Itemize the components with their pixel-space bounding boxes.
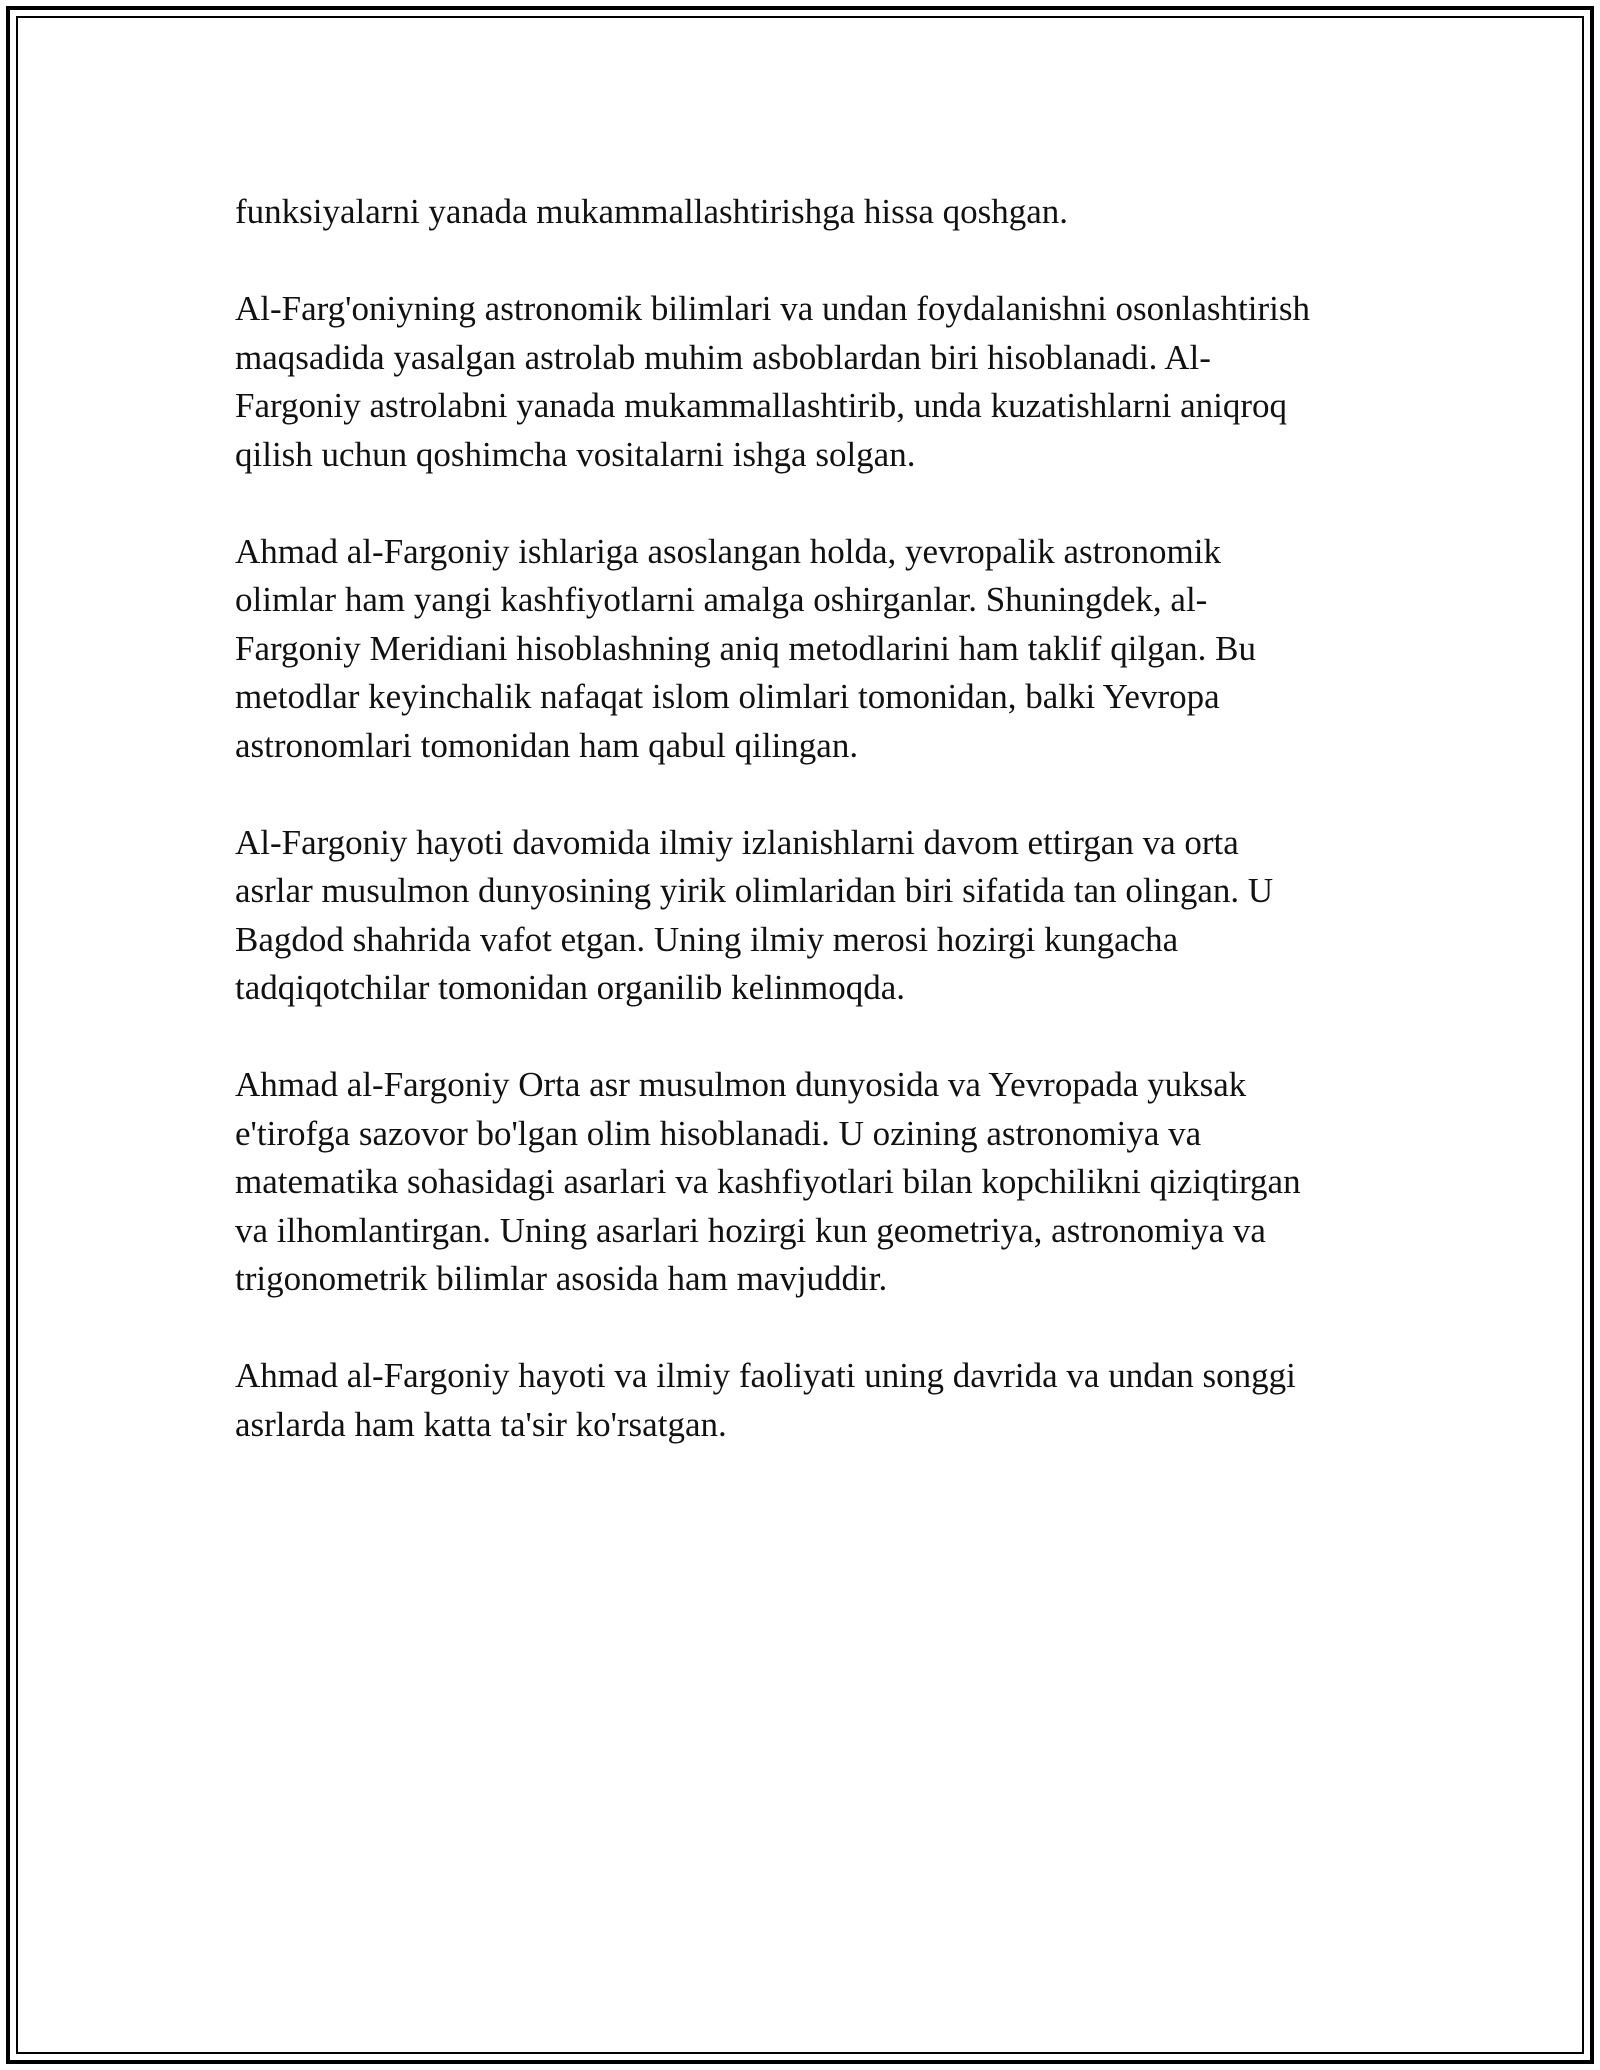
text-line: funksiyalarni yanada mukammallashtirishga hissa qoshgan. [235,192,1069,231]
paragraph-4 [235,819,1395,1013]
text-line: Ahmad al-Fargoniy ishlariga asoslangan holda, yevropalik astronomik [235,531,1221,571]
paragraph-6 [235,1352,1395,1449]
paragraph-1 [235,188,1395,237]
text-line: tadqiqotchilar tomonidan organilib kelinmoqda. [235,968,906,1007]
paragraph-3 [235,528,1395,771]
text-line: Fargoniy Meridiani hisoblashning aniq metodlarini ham taklif qilgan. Bu [235,628,1257,668]
paragraph-5 [235,1061,1395,1304]
text-line: astronomlari tomonidan ham qabul qilingan. [235,725,859,765]
text-line: e'tirofga sazovor bo'lgan olim hisoblanadi. U ozining astronomiya va [235,1113,1202,1153]
text-line: asrlar musulmon dunyosining yirik olimlaridan biri sifatida tan olingan. U [235,871,1274,910]
text-line: metodlar keyinchalik nafaqat islom olimlari tomonidan, balki Yevropa [235,677,1220,716]
text-line: asrlarda ham katta ta'sir ko'rsatgan. [235,1404,727,1444]
text-line: Ahmad al-Fargoniy hayoti va ilmiy faoliyati uning davrida va undan songgi [235,1356,1296,1395]
text-line: trigonometrik bilimlar asosida ham mavjuddir. [235,1259,888,1298]
text-line: va ilhomlantirgan. Uning asarlari hozirgi kun geometriya, astronomiya va [235,1210,1266,1250]
page-content [235,188,1395,1498]
text-line: Al-Farg'oniyning astronomik bilimlari va undan foydalanishni osonlashtirish [235,289,1310,328]
text-line: olimlar ham yangi kashfiyotlarni amalga oshirganlar. Shuningdek, al- [235,580,1208,619]
text-line: maqsadida yasalgan astrolab muhim asboblardan biri hisoblanadi. Al- [235,337,1211,377]
paragraph-2 [235,285,1395,479]
text-line: Ahmad al-Fargoniy Orta asr musulmon dunyosida va Yevropada yuksak [235,1065,1247,1104]
text-line: qilish uchun qoshimcha vositalarni ishga solgan. [235,434,916,474]
text-line: Al-Fargoniy hayoti davomida ilmiy izlanishlarni davom ettirgan va orta [235,822,1239,862]
text-line: Bagdod shahrida vafot etgan. Uning ilmiy merosi hozirgi kungacha [235,919,1179,959]
text-line: Fargoniy astrolabni yanada mukammallashtirib, unda kuzatishlarni aniqroq [235,386,1288,425]
text-line: matematika sohasidagi asarlari va kashfiyotlari bilan kopchilikni qiziqtirgan [235,1162,1301,1201]
